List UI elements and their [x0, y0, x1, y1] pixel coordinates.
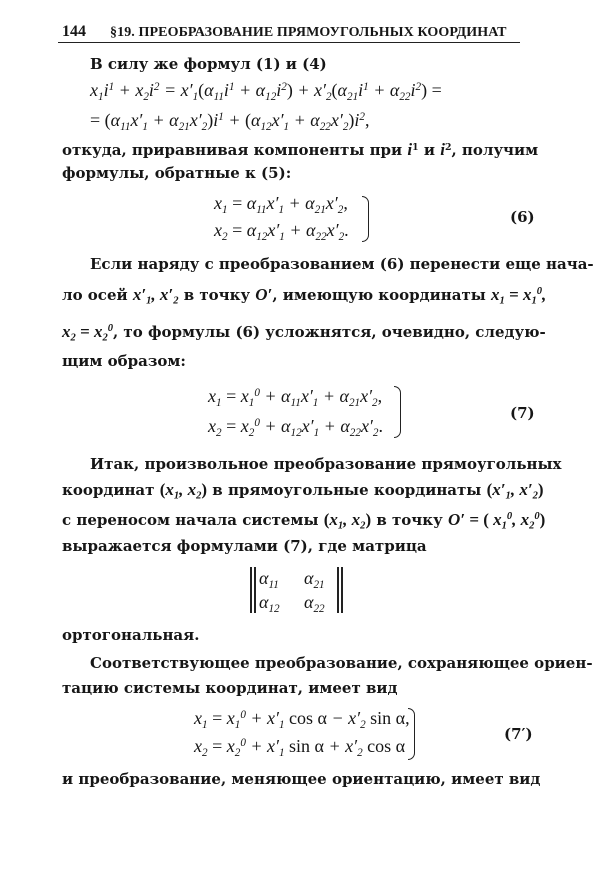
section-title: §19. ПРЕОБРАЗОВАНИЕ ПРЯМОУГОЛЬНЫХ КООРДИНАТ	[110, 25, 507, 40]
matrix-entry: $\alpha_{12}$	[259, 592, 280, 615]
formula-line: $x_2 = x_2^0 + x'_1$ $\sin \alpha + x'_2$ cos α	[194, 736, 406, 759]
brace	[394, 386, 401, 438]
text-line: откуда, приравнивая компоненты при $i^1$ и $i^2$, получим	[62, 140, 539, 159]
matrix-bar-right-outer	[341, 567, 343, 613]
text-line: Итак, произвольное преобразование прямоугольных	[90, 455, 562, 473]
text-line: Если наряду с преобразованием (6) перенести еще нача-	[90, 255, 594, 273]
matrix-entry: $\alpha_{21}$	[304, 568, 325, 591]
formula-line: $x_2 = x_2^0 + \alpha_{12}x'_1 + \alpha_{22}x'_2$.	[208, 416, 383, 439]
matrix-bar-right-inner	[337, 567, 339, 613]
brace	[408, 708, 415, 760]
text-line: Соответствующее преобразование, сохраняющее ориен-	[90, 654, 593, 672]
equation-number: (7′)	[504, 725, 533, 743]
matrix-bar-left-inner	[254, 567, 256, 613]
equation-number: (6)	[510, 208, 535, 226]
page-number: 144	[62, 23, 86, 40]
text-line: выражается формулами (7), где матрица	[62, 537, 427, 555]
matrix-entry: $\alpha_{22}$	[304, 592, 325, 615]
text-line: ло осей $x'_1$, $x'_2$ в точку O′, имеющую координаты $x_1 = x_1^0$,	[62, 285, 547, 307]
text-line: координат ($x_1$, $x_2$) в прямоугольные координаты ($x'_1$, $x'_2$)	[62, 480, 544, 502]
text-line: и преобразование, меняющее ориентацию, имеет вид	[62, 770, 541, 788]
text-line: с переносом начала системы ($x_1$, $x_2$) в точку O′ = ( $x_1^0$, $x_2^0$)	[62, 510, 546, 532]
formula-line: $x_1i^1 + x_2i^2 = x'_1(\alpha_{11}i^1 + \alpha_{12}i^2) + x'_2(\alpha_{21}i^1 + \alpha_{22}i^2)$ =	[90, 80, 442, 103]
text-line: В силу же формул (1) и (4)	[90, 55, 327, 73]
brace	[362, 196, 369, 242]
formula-line: $x_1 = \alpha_{11}x'_1 + \alpha_{21}x'_2$,	[214, 193, 348, 216]
matrix-entry: $\alpha_{11}$	[259, 568, 279, 591]
text-line: щим образом:	[62, 352, 186, 370]
text-line: формулы, обратные к (5):	[62, 164, 292, 182]
text-line: $x_2 = x_2^0$, то формулы (6) усложнятся, очевидно, следую-	[62, 322, 546, 344]
equation-number: (7)	[510, 404, 535, 422]
formula-line: $x_1 = x_1^0 + x'_1$ $\cos \alpha - x'_2$ sin α,	[194, 708, 410, 731]
formula-line: $x_1 = x_1^0 + \alpha_{11}x'_1 + \alpha_{21}x'_2$,	[208, 386, 383, 409]
text-line: ортогональная.	[62, 626, 200, 644]
matrix-bar-left-outer	[250, 567, 252, 613]
running-header	[58, 20, 520, 43]
formula-line: = $(\alpha_{11}x'_1 + \alpha_{21}x'_2)i^1 + (\alpha_{12}x'_1 + \alpha_{22}x'_2)i^2$,	[90, 110, 370, 133]
formula-line: $x_2 = \alpha_{12}x'_1 + \alpha_{22}x'_2$.	[214, 220, 349, 243]
text-line: тацию системы координат, имеет вид	[62, 679, 398, 697]
